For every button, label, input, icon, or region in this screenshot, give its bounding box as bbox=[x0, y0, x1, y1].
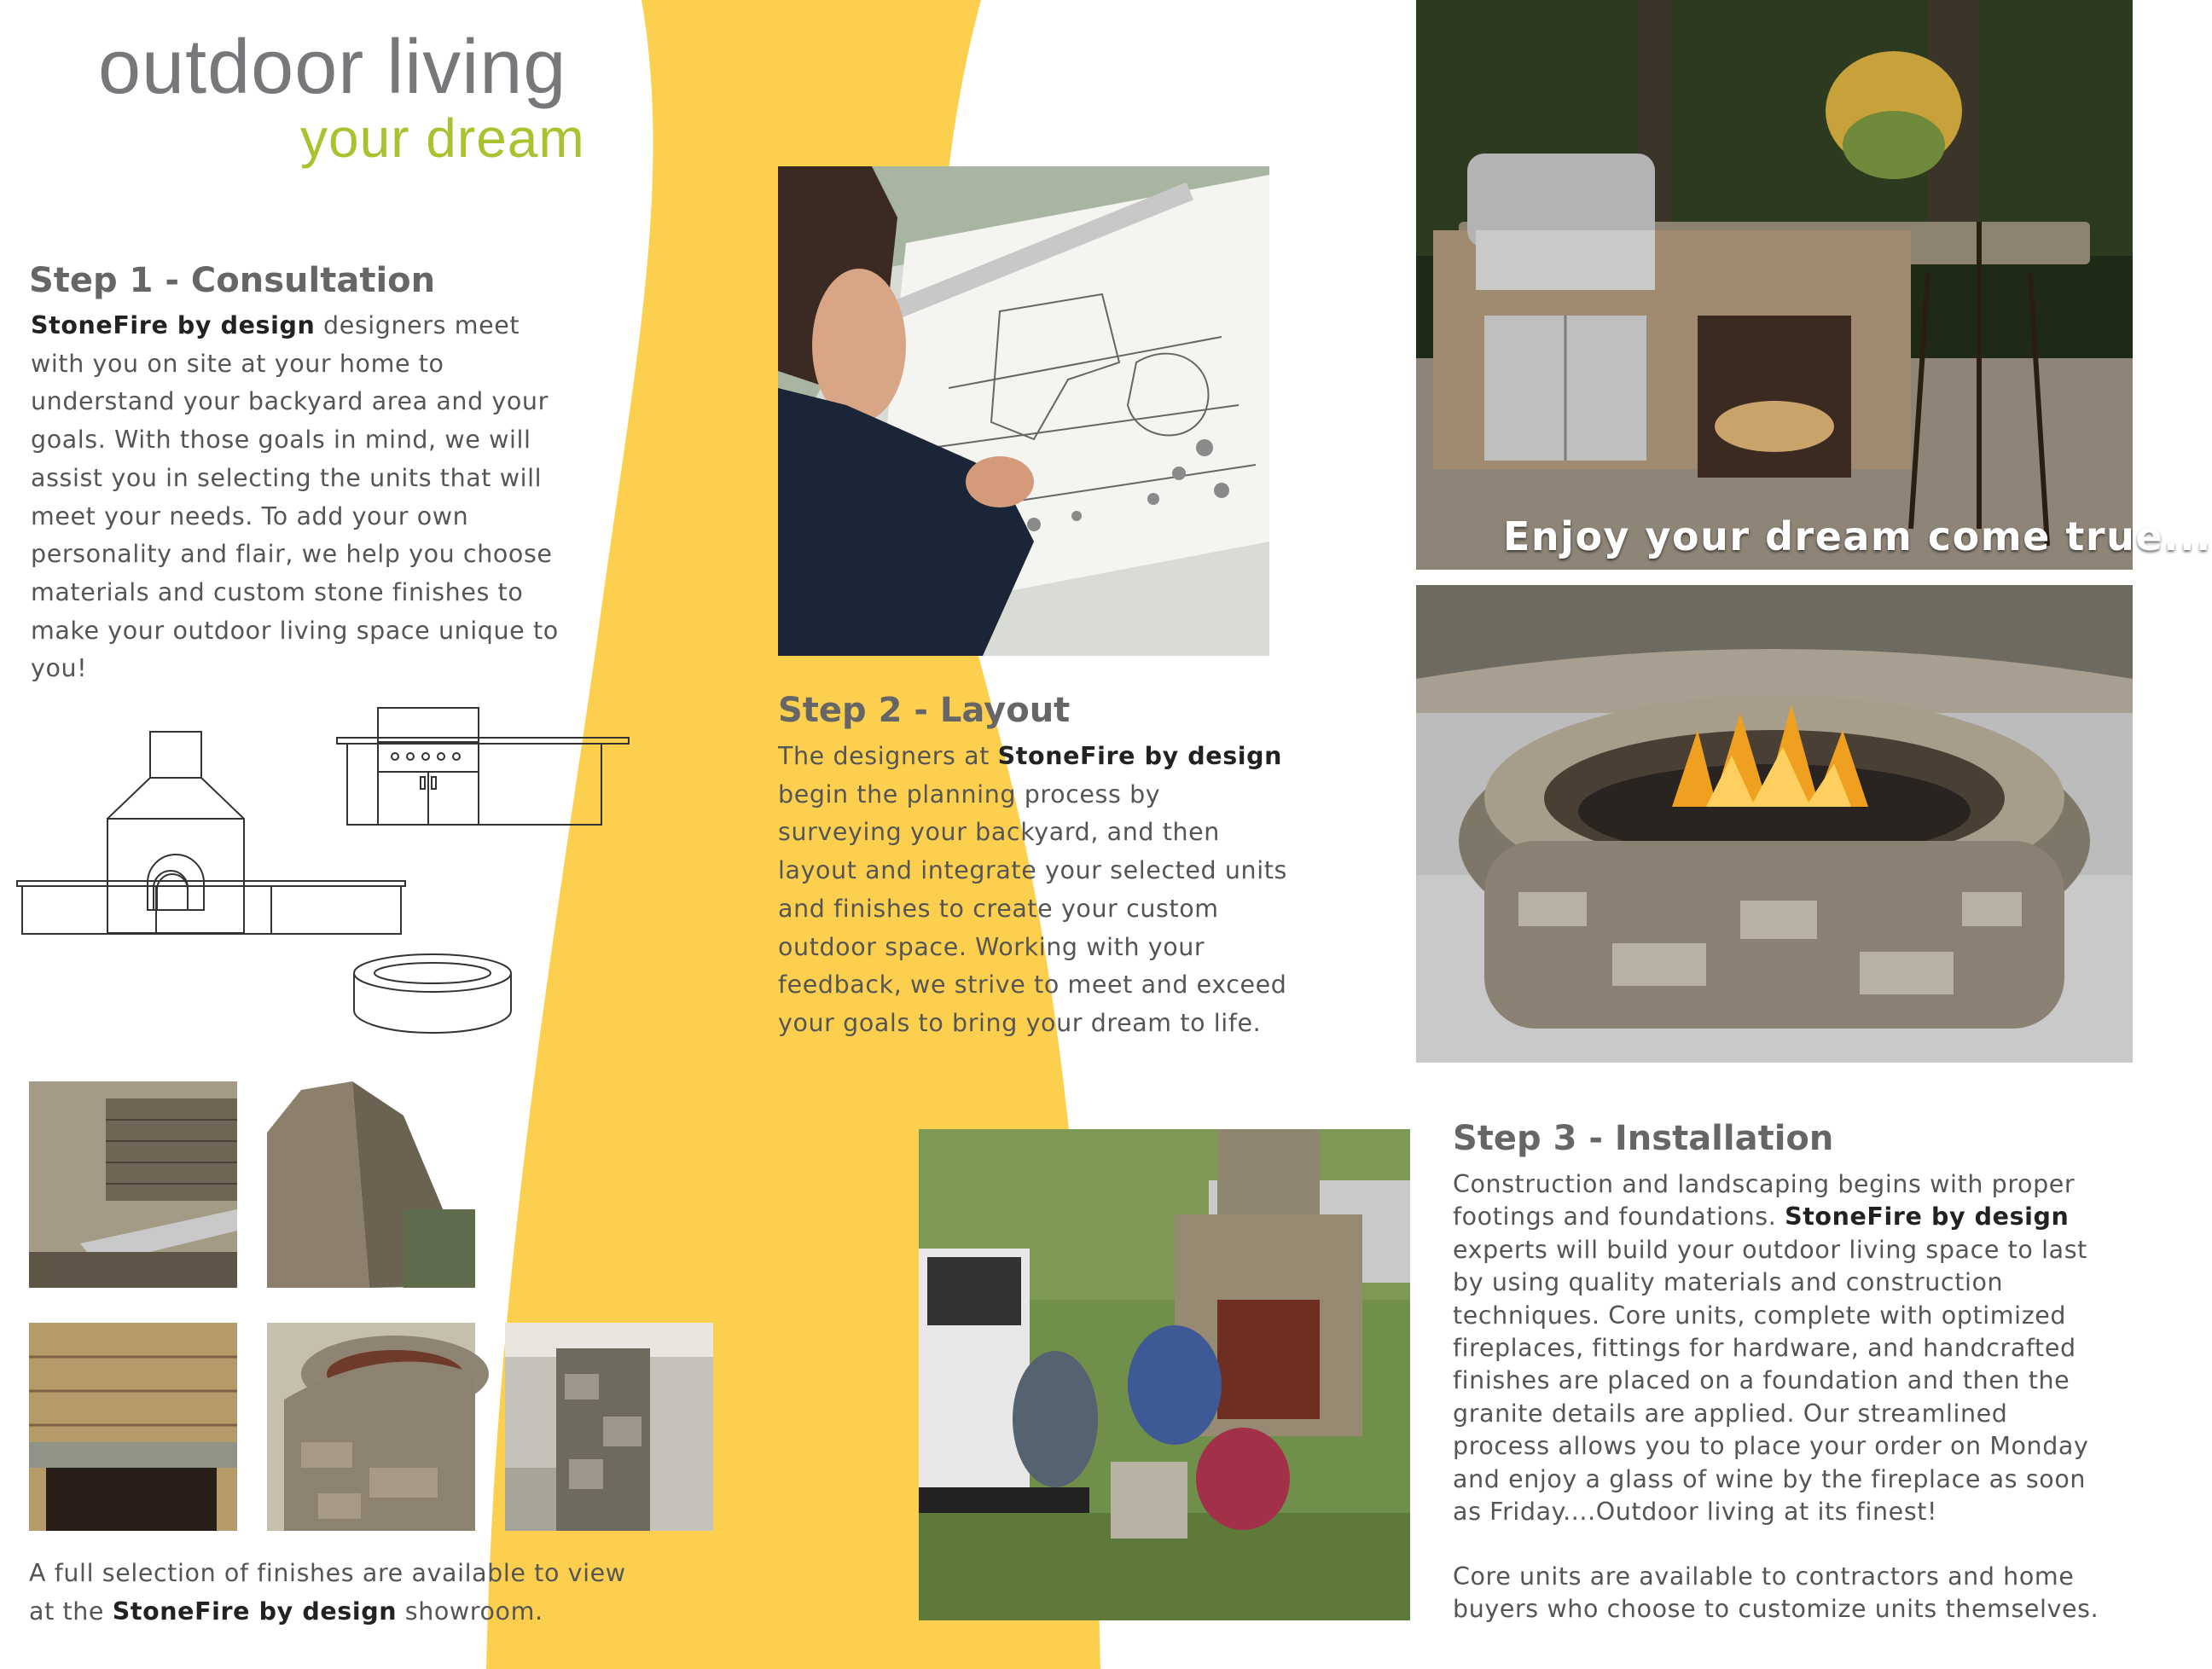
page-title: outdoor living bbox=[98, 25, 567, 110]
finishes-caption-start: A full selection of finishes are available to view at the bbox=[29, 1559, 626, 1626]
step3-body-start: Construction and landscaping begins with proper footings and foundations. bbox=[1453, 1170, 2076, 1231]
step2-heading: Step 2 - Layout bbox=[778, 691, 1071, 730]
finishes-caption bbox=[29, 1555, 626, 1631]
step1-body: designers meet with you on site at your home to understand your backyard area and your goals. With those goals in mind, we will assist you in selecting the units that will meet your needs. To add your own personality and flair, we help you choose materials and custom stone finishes to make your outdoor living space unique to you! bbox=[31, 311, 559, 683]
finishes-brand: StoneFire by design bbox=[112, 1597, 398, 1626]
step3-body-end: experts will build your outdoor living space to last by using quality materials and construction techniques. Core units, complete with optimized fireplaces, fittings for hardware, and handcrafted finishes are placed on a foundation and then the granite details are applied. Our streamlined process allows you to place your order on Monday and enjoy a glass of wine by the fireplace as soon as Friday....Outdoor living at its finest! bbox=[1453, 1235, 2089, 1527]
step2-brand: StoneFire by design bbox=[997, 742, 1283, 770]
fire-pit-photo bbox=[1416, 585, 2133, 1063]
page-subtitle: your dream bbox=[300, 107, 585, 169]
finish-swatch-1 bbox=[29, 1081, 237, 1288]
finish-swatch-3 bbox=[29, 1323, 237, 1531]
step2-body-end: begin the planning process by surveying your backyard, and then layout and integrate your selected units and finishes to create your custom outdoor space. Working with your feedback, we strive to meet and exceed your goals to bring your dream to life. bbox=[778, 779, 1287, 1037]
step3-brand: StoneFire by design bbox=[1785, 1202, 2070, 1231]
finish-swatch-4 bbox=[267, 1323, 475, 1531]
grill-island-drawing-icon bbox=[337, 704, 631, 832]
drafting-photo bbox=[778, 166, 1269, 656]
step3-text bbox=[1453, 1168, 2101, 1528]
step2-body-start: The designers at bbox=[778, 742, 998, 770]
step1-heading: Step 1 - Consultation bbox=[29, 261, 436, 300]
step2-text bbox=[778, 738, 1290, 1043]
finish-swatch-2 bbox=[267, 1081, 475, 1288]
step1-brand: StoneFire by design bbox=[31, 311, 316, 339]
grill-island-photo bbox=[1416, 0, 2133, 570]
finishes-caption-end: showroom. bbox=[397, 1597, 543, 1626]
step3-heading: Step 3 - Installation bbox=[1453, 1119, 1834, 1158]
step1-text bbox=[31, 307, 560, 688]
installation-photo bbox=[919, 1129, 1410, 1620]
hero-overlay-text: Enjoy your dream come true... bbox=[1503, 513, 2212, 559]
step3-note: Core units are available to contractors and home buyers who choose to customize units themselves. bbox=[1453, 1562, 2099, 1624]
fire-ring-drawing-icon bbox=[350, 951, 516, 1036]
finish-swatch-5 bbox=[505, 1323, 713, 1531]
